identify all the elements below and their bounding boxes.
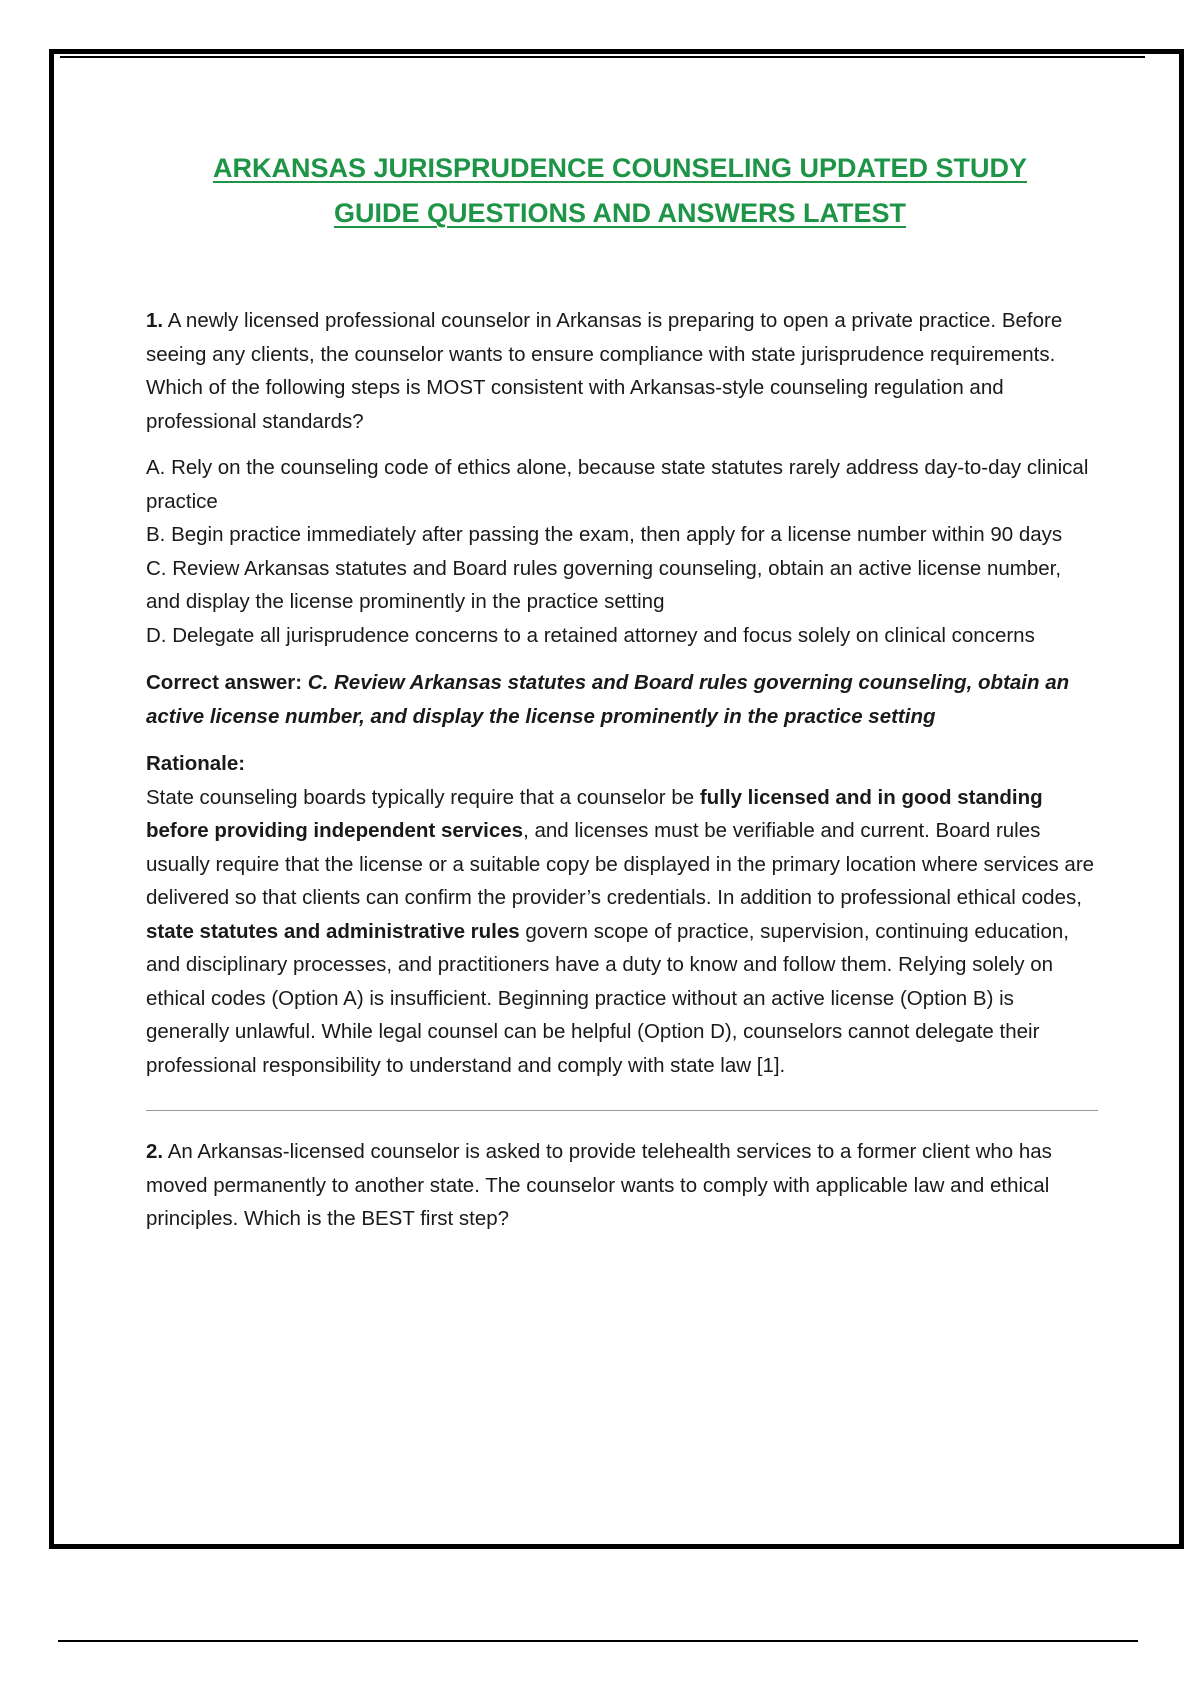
correct-answer <box>146 666 1098 733</box>
rationale-part-2: , and licenses must be verifiable and current. Board rules usually require that the license or a suitable copy be displayed in the primary location where services are delivered so that clients can confirm the provider’s credentials. In addition to professional ethical codes, <box>146 819 1095 909</box>
question-2 <box>146 1135 1098 1236</box>
rationale-emphasis-2: state statutes and administrative rules <box>146 919 520 943</box>
document-body <box>146 304 1098 1236</box>
rationale-heading: Rationale: <box>146 752 246 775</box>
question-stem <box>146 1135 1098 1236</box>
question-divider <box>146 1110 1098 1111</box>
option-b: B. Begin practice immediately after passing the exam, then apply for a license number within 90 days <box>146 523 1063 546</box>
rationale-text <box>146 781 1098 1083</box>
question-number: 2. <box>146 1140 164 1163</box>
title-line-2: GUIDE QUESTIONS AND ANSWERS LATEST <box>333 198 907 228</box>
question-text: An Arkansas-licensed counselor is asked to provide telehealth services to a former client who has moved permanently to another state. The counselor wants to comply with applicable law and ethical principles. Which is the BEST first step? <box>146 1140 1052 1230</box>
top-rule <box>60 56 1145 58</box>
answer-options <box>146 451 1098 652</box>
question-1 <box>146 304 1098 1082</box>
rationale-part-1: State counseling boards typically require that a counselor be <box>146 785 695 809</box>
question-stem <box>146 304 1098 438</box>
correct-answer-label: Correct answer: <box>146 671 303 694</box>
rationale-part-3: govern scope of practice, supervision, continuing education, and disciplinary processes, and practitioners have a duty to know and follow them. Relying solely on ethical codes (Option A) is insufficient. Beginning practice without an active license (Option B) is generally unlawful. While legal counsel can be helpful (Option D), counselors cannot delegate their professional responsibility to understand and comply with state law [1]. <box>146 919 1069 1077</box>
option-d: D. Delegate all jurisprudence concerns to a retained attorney and focus solely on clinical concerns <box>146 623 1035 647</box>
option-a: A. Rely on the counseling code of ethics alone, because state statutes rarely address day-to-day clinical practice <box>146 456 1089 513</box>
question-text: A newly licensed professional counselor in Arkansas is preparing to open a private practice. Before seeing any clients, the counselor wants to ensure compliance with state jurisprudence requirements. Which of the following steps is MOST consistent with Arkansas-style counseling regulation and professional standards? <box>146 309 1063 433</box>
rationale-emphasis-1: fully licensed and in good standing before providing independent services <box>146 785 1043 842</box>
bottom-rule <box>58 1640 1138 1642</box>
title-line-1: ARKANSAS JURISPRUDENCE COUNSELING UPDATED STUDY <box>212 153 1028 183</box>
question-number: 1. <box>146 309 164 332</box>
option-c: C. Review Arkansas statutes and Board rules governing counseling, obtain an active license number, and display the license prominently in the practice setting <box>146 556 1062 613</box>
correct-answer-text: C. Review Arkansas statutes and Board rules governing counseling, obtain an active license number, and display the license prominently in the practice setting <box>146 671 1070 728</box>
document-title <box>140 146 1100 236</box>
